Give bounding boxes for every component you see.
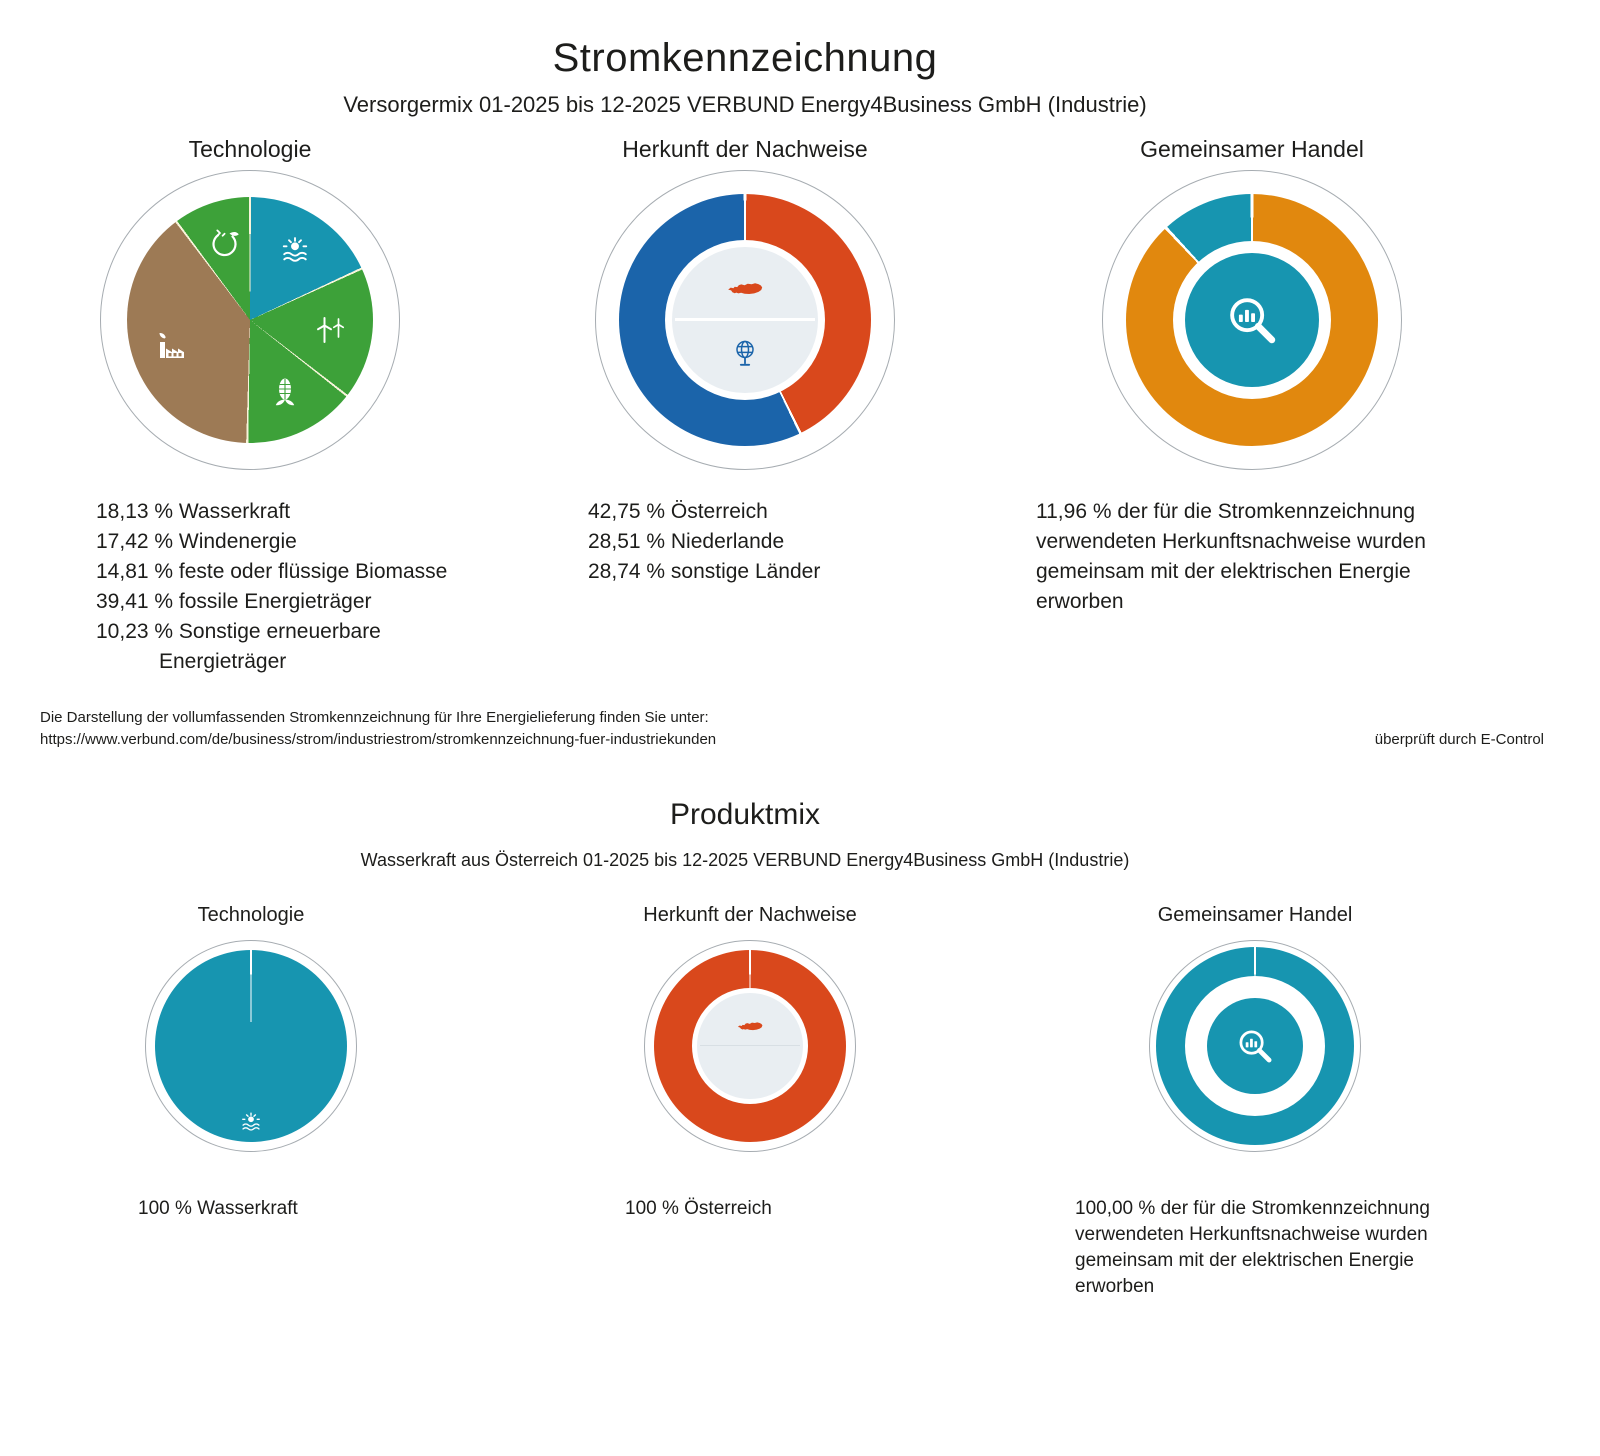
- page-title: Stromkennzeichnung: [552, 36, 938, 80]
- legend-handel: [1036, 497, 1426, 617]
- legend-line: Energieträger: [159, 650, 287, 673]
- factory-icon: [154, 329, 192, 361]
- footer-info: Die Darstellung der vollumfassenden Stromkennzeichnung für Ihre Energielieferung finden Sie unter:: [40, 709, 709, 726]
- chart-title-technologie: Technologie: [188, 136, 312, 162]
- page-subtitle: Versorgermix 01-2025 bis 12-2025 VERBUND Energy4Business GmbH (Industrie): [343, 92, 1147, 117]
- legend-line: verwendeten Herkunftsnachweise wurden: [1036, 530, 1426, 553]
- legend-line: 14,81 % feste oder flüssige Biomasse: [96, 560, 448, 583]
- donut-chart-produkt-handel: [1149, 940, 1361, 1152]
- chart-title-handel: Gemeinsamer Handel: [1140, 136, 1364, 162]
- legend-herkunft: [588, 497, 820, 587]
- legend-line: 39,41 % fossile Energieträger: [96, 590, 372, 613]
- legend-line: gemeinsam mit der elektrischen Energie: [1075, 1250, 1414, 1271]
- legend-line: 28,51 % Niederlande: [588, 530, 785, 553]
- legend-line: 10,23 % Sonstige erneuerbare: [96, 620, 381, 643]
- chart-title-herkunft: Herkunft der Nachweise: [622, 136, 868, 162]
- legend-line: 11,96 % der für die Stromkennzeichnung: [1036, 500, 1416, 523]
- donut-chart-herkunft: [595, 170, 895, 470]
- center-divider: [675, 318, 815, 321]
- sun-water-icon: [280, 235, 310, 265]
- legend-line: gemeinsam mit der elektrischen Energie: [1036, 560, 1411, 583]
- wind-turbine-icon: [313, 311, 347, 345]
- magnifier-chart-icon: [1233, 1024, 1277, 1068]
- corn-icon: [272, 377, 298, 407]
- legend-line: 100,00 % der für die Stromkennzeichnung: [1075, 1198, 1430, 1219]
- legend-line: 42,75 % Österreich: [588, 500, 768, 523]
- footer-url-text[interactable]: https://www.verbund.com/de/business/strom/industriestrom/stromkennzeichnung-fuer-industriekunden: [40, 731, 717, 748]
- legend-technologie: [96, 497, 447, 677]
- product-title: Produktmix: [669, 798, 821, 831]
- globe-icon: [732, 338, 758, 368]
- plug-leaf-icon: [208, 227, 240, 259]
- sun-water-icon: [240, 1111, 262, 1133]
- legend-line: 18,13 % Wasserkraft: [96, 500, 291, 523]
- pie-chart-technologie: [100, 170, 400, 470]
- donut-chart-handel: [1102, 170, 1402, 470]
- legend-line: 17,42 % Windenergie: [96, 530, 297, 553]
- donut-chart-produkt-herkunft: [644, 940, 856, 1152]
- austria-map-icon: [727, 280, 763, 298]
- pie-chart-produkt-technologie: [145, 940, 357, 1152]
- verified-note: überprüft durch E-Control: [1374, 731, 1544, 748]
- center-disc: [697, 993, 803, 1099]
- legend-line: 100 % Österreich: [625, 1198, 772, 1219]
- legend-line: verwendeten Herkunftsnachweise wurden: [1075, 1224, 1428, 1245]
- center-divider: [700, 1045, 800, 1046]
- legend-produkt-handel: [1075, 1196, 1430, 1300]
- legend-line: 100 % Wasserkraft: [138, 1198, 298, 1219]
- chart-title-produkt-technologie: Technologie: [197, 904, 305, 926]
- legend-line: erworben: [1036, 590, 1124, 613]
- legend-produkt-herkunft: [625, 1196, 772, 1222]
- chart-title-produkt-handel: Gemeinsamer Handel: [1157, 904, 1353, 926]
- product-subtitle: Wasserkraft aus Österreich 01-2025 bis 12-2025 VERBUND Energy4Business GmbH (Industrie): [360, 850, 1130, 870]
- austria-map-icon: [737, 1020, 763, 1033]
- footer-url-link[interactable]: [40, 730, 716, 750]
- legend-line: erworben: [1075, 1276, 1155, 1297]
- magnifier-chart-icon: [1221, 289, 1283, 351]
- legend-produkt-technologie: [138, 1196, 298, 1222]
- chart-title-produkt-herkunft: Herkunft der Nachweise: [643, 904, 857, 926]
- legend-line: 28,74 % sonstige Länder: [588, 560, 821, 583]
